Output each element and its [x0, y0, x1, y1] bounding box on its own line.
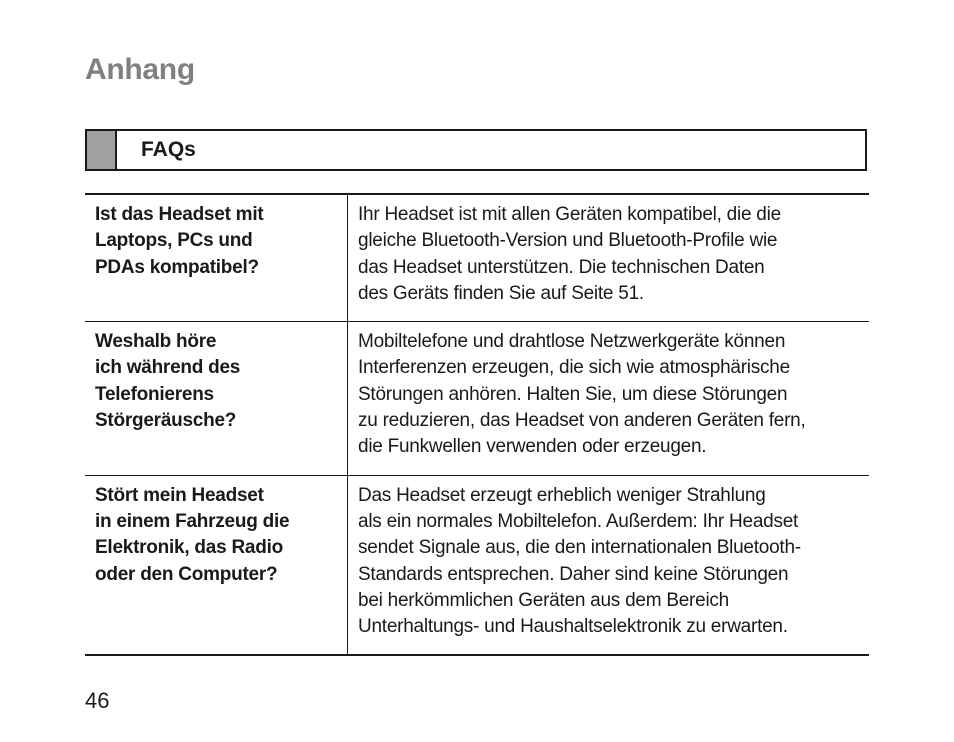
faq-question: Ist das Headset mit Laptops, PCs und PDAs kompatibel?	[85, 194, 348, 322]
section-header	[85, 129, 867, 171]
faq-row	[85, 194, 869, 322]
faq-question: Weshalb höre ich während des Telefonierens Störgeräusche?	[85, 322, 348, 475]
section-marker-bar	[87, 131, 117, 169]
faq-answer: Das Headset erzeugt erheblich weniger Strahlung als ein normales Mobiltelefon. Außerdem: Ihr Headset sendet Signale aus, die den internationalen Bluetooth- Standards entsprechen. Daher sind keine Störungen bei herkömmlichen Geräten aus dem Bereich Unterhaltungs- und Haushaltselektronik zu erwarten.	[348, 475, 870, 655]
page-title: Anhang	[85, 53, 195, 86]
faq-answer: Ihr Headset ist mit allen Geräten kompatibel, die die gleiche Bluetooth-Version und Bluetooth-Profile wie das Headset unterstützen. Die technischen Daten des Geräts finden Sie auf Seite 51.	[358, 204, 781, 304]
page-number: 46	[85, 688, 110, 713]
section-title: FAQs	[141, 138, 196, 161]
faq-row	[85, 475, 869, 655]
faq-table	[85, 193, 869, 656]
faq-row	[85, 322, 869, 475]
faq-answer: Mobiltelefone und drahtlose Netzwerkgeräte können Interferenzen erzeugen, die sich wie atmosphärische Störungen anhören. Halten Sie, um diese Störungen zu reduzieren, das Headset von anderen Geräten fern, die Funkwellen verwenden oder erzeugen.	[348, 322, 870, 475]
faq-question: Stört mein Headset in einem Fahrzeug die Elektronik, das Radio oder den Computer?	[85, 475, 348, 655]
